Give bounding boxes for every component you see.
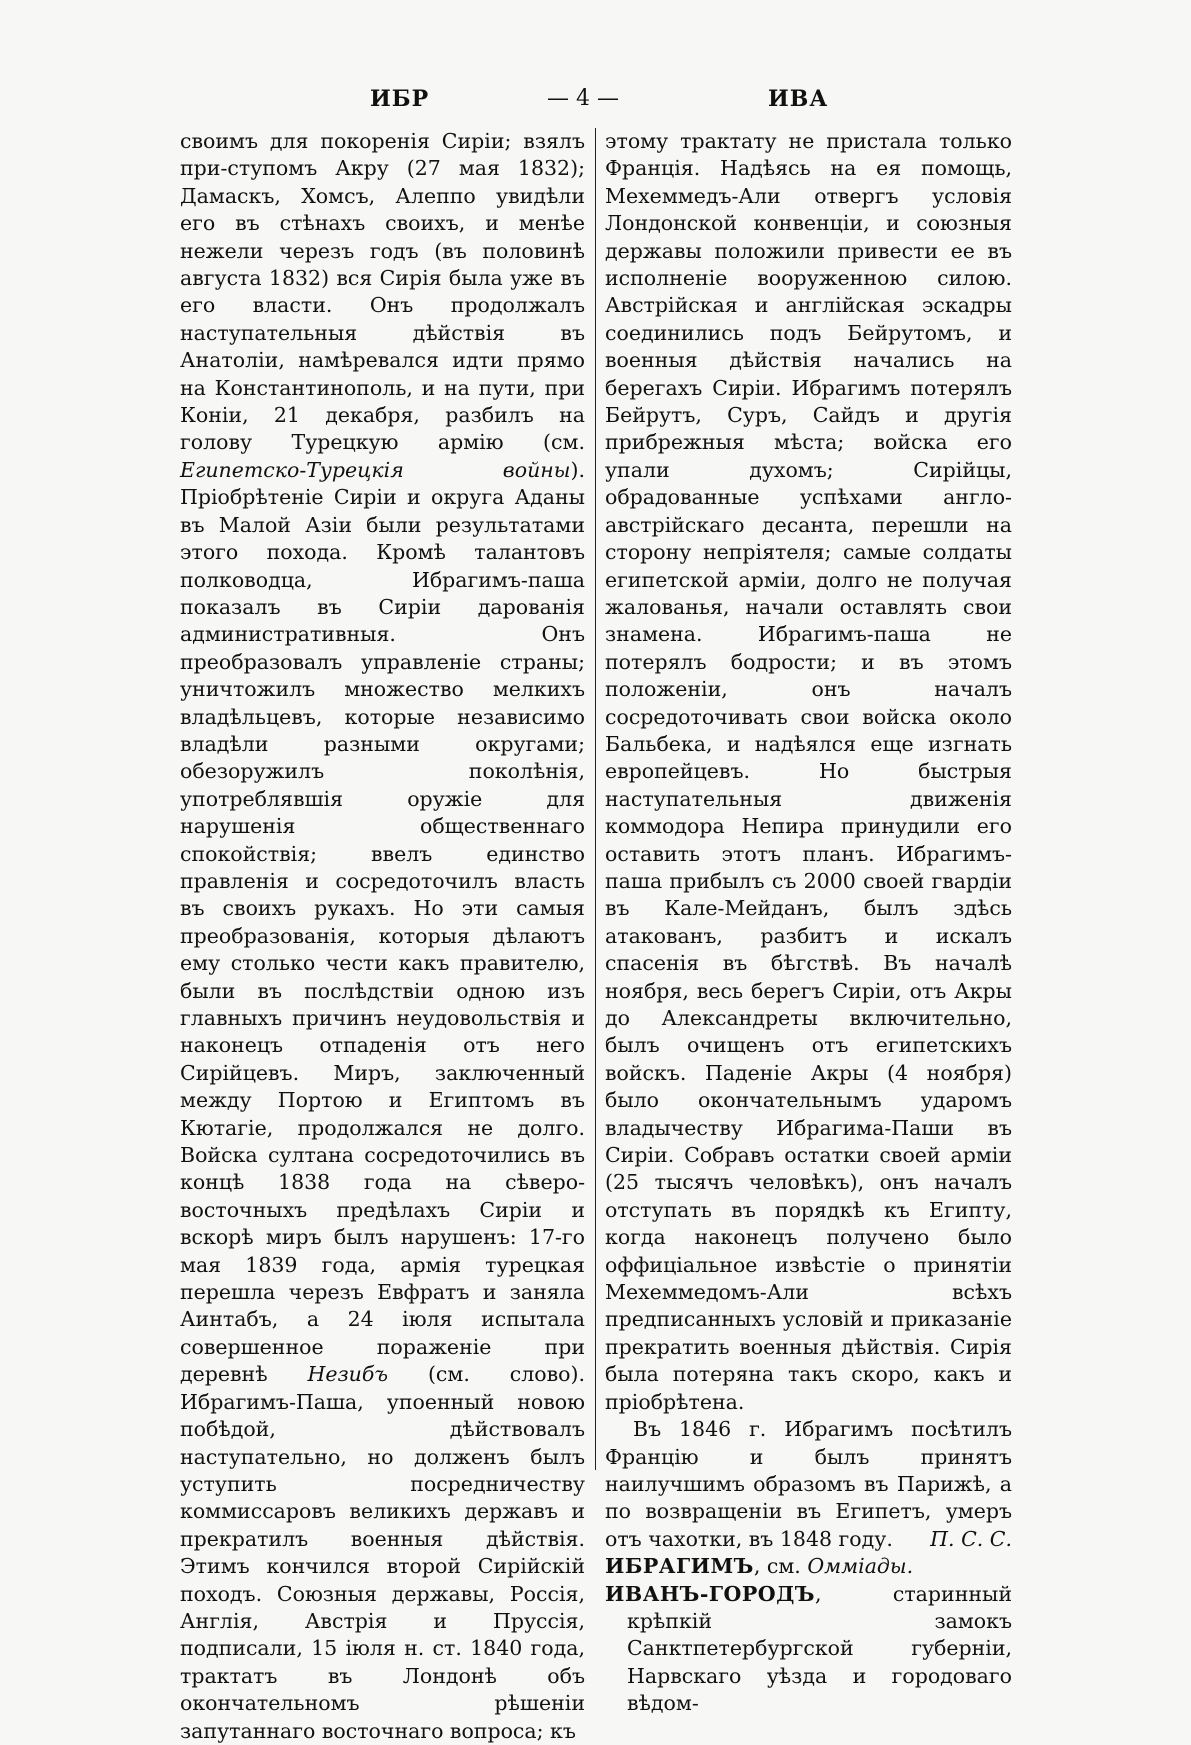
cross-reference: Оммiады. [807, 1554, 914, 1579]
page-number: — 4 — [547, 86, 619, 111]
text-run: , см. [753, 1554, 801, 1579]
right-column [605, 128, 1012, 1718]
running-header [180, 86, 1020, 120]
cross-reference: Незибъ [307, 1362, 389, 1387]
text-run: (см. слово). Ибрагимъ-Паша, упоенный новою побѣдой, дѣйствовалъ наступательно, но долженъ былъ уступить посредничеству коммиссаровъ великихъ державъ и прекратилъ военныя дѣйствія. Этимъ кончился второй Сирійскій походъ. Союзныя державы, Россія, Англія, Австрія и Пруссія, подписали, 15 іюля н. ст. 1840 года, трактатъ въ Лондонѣ объ окончательномъ рѣшеніи запутаннаго восточнаго вопроса; къ [180, 1362, 585, 1743]
entry-headword: ИБРАГИМЪ [605, 1554, 754, 1579]
text-run: Въ 1846 г. Ибрагимъ посѣтилъ Францію и былъ принятъ наилучшимъ образомъ въ Парижѣ, а по возвращеніи въ Египетъ, умеръ отъ чахотки, въ 1848 году. [605, 1417, 1012, 1551]
header-left-guideword: ИБР [370, 86, 430, 112]
dictionary-entry [605, 1553, 1012, 1580]
right-paragraph: этому трактату не пристала только Франція. Надѣясь на ея помощь, Мехеммедъ-Али отвергъ условія Лондонской конвенціи, и союзныя державы положили привести ее въ исполненіе вооруженною силою. Австрійская и англійская эскадры соединились подъ Бейрутомъ, и военныя дѣйствія начались на берегахъ Сиріи. Ибрагимъ потерялъ Бейрутъ, Суръ, Сайдъ и другія прибрежныя мѣста; войска его упали духомъ; Сирійцы, обрадованные успѣхами англо-австрійскаго десанта, перешли на сторону непріятеля; самые солдаты египетской арміи, долго не получая жалованья, начали оставлять свои знамена. Ибрагимъ-паша не потерялъ бодрости; и въ этомъ положеніи, онъ началъ сосредоточивать свои войска около Бальбека, и надѣялся еще изгнать европейцевъ. Но быстрыя наступательныя движенія коммодора Непира принудили его оставить этотъ планъ. Ибрагимъ-паша прибылъ съ 2000 своей гвардіи въ Кале-Мейданъ, былъ здѣсь атакованъ, разбитъ и искалъ спасенія въ бѣгствѣ. Въ началѣ ноября, весь берегъ Сиріи, отъ Акры до Александреты включительно, былъ очищенъ отъ египетскихъ войскъ. Паденіе Акры (4 ноября) было окончательнымъ ударомъ владычеству Ибрагима-Паши въ Сиріи. Собравъ остатки своей арміи (25 тысячъ человѣкъ), онъ началъ отступать въ порядкѣ къ Египту, когда наконецъ получено было оффиціальное извѣстіе о принятіи Мехеммедомъ-Али всѣхъ предписанныхъ условій и приказаніе прекратить военныя дѣйствія. Сирія была потеряна такъ скоро, какъ и пріобрѣтена. [605, 129, 1012, 1414]
entry-headword: ИВАНЪ-ГОРОДЪ [605, 1581, 815, 1606]
text-run: ). Пріобрѣтеніе Сиріи и округа Аданы въ Малой Азіи были результатами этого похода. Кромѣ талантовъ полководца, Ибрагимъ-паша показалъ въ Сиріи дарованія административныя. Онъ преобразовалъ управленіе страны; уничтожилъ множество мелкихъ владѣльцевъ, которые независимо владѣли разными округами; обезоружилъ поколѣнія, употреблявшія оружіе для нарушенія общественнаго спокойствія; ввелъ единство правленія и сосредоточилъ власть въ своихъ рукахъ. Но эти самыя преобразованія, которыя дѣлаютъ ему столько чести какъ правителю, были въ послѣдствіи одною изъ главныхъ причинъ неудовольствія и наконецъ отпаденія отъ него Сирійцевъ. Миръ, заключенный между Портою и Египтомъ въ Кютагіе, продолжался не долго. Войска султана сосредоточились въ концѣ 1838 года на сѣверо-восточныхъ предѣлахъ Сиріи и вскорѣ миръ былъ нарушенъ: 17-го мая 1839 года, армія турецкая перешла черезъ Евфратъ и заняла Аинтабъ, а 24 іюля испытала совершенное пораженіе при деревнѣ [180, 457, 585, 1387]
left-paragraph [180, 128, 585, 1745]
left-column [180, 128, 585, 1745]
author-signature: П. С. С. [930, 1526, 1012, 1551]
cross-reference: Египетско-Турецкія войны [180, 457, 571, 482]
text-run: , старинный крѣпкій замокъ Санктпетербургской губерніи, Нарвскаго уѣзда и городоваго вѣдом- [627, 1581, 1012, 1716]
dictionary-entry [605, 1581, 1012, 1718]
header-right-guideword: ИВА [768, 86, 829, 112]
column-divider [595, 128, 596, 1470]
right-paragraph-2 [605, 1416, 1012, 1553]
text-run: своимъ для покоренія Сиріи; взялъ при-ступомъ Акру (27 мая 1832); Дамаскъ, Хомсъ, Алеппо увидѣли его въ стѣнахъ своихъ, и менѣе нежели черезъ годъ (въ половинѣ августа 1832) вся Сирія была уже въ его власти. Онъ продолжалъ наступательныя дѣйствія въ Анатоліи, намѣревался идти прямо на Константинополь, и на пути, при Коніи, 21 декабря, разбилъ на голову Турецкую армію (см. [180, 129, 585, 455]
